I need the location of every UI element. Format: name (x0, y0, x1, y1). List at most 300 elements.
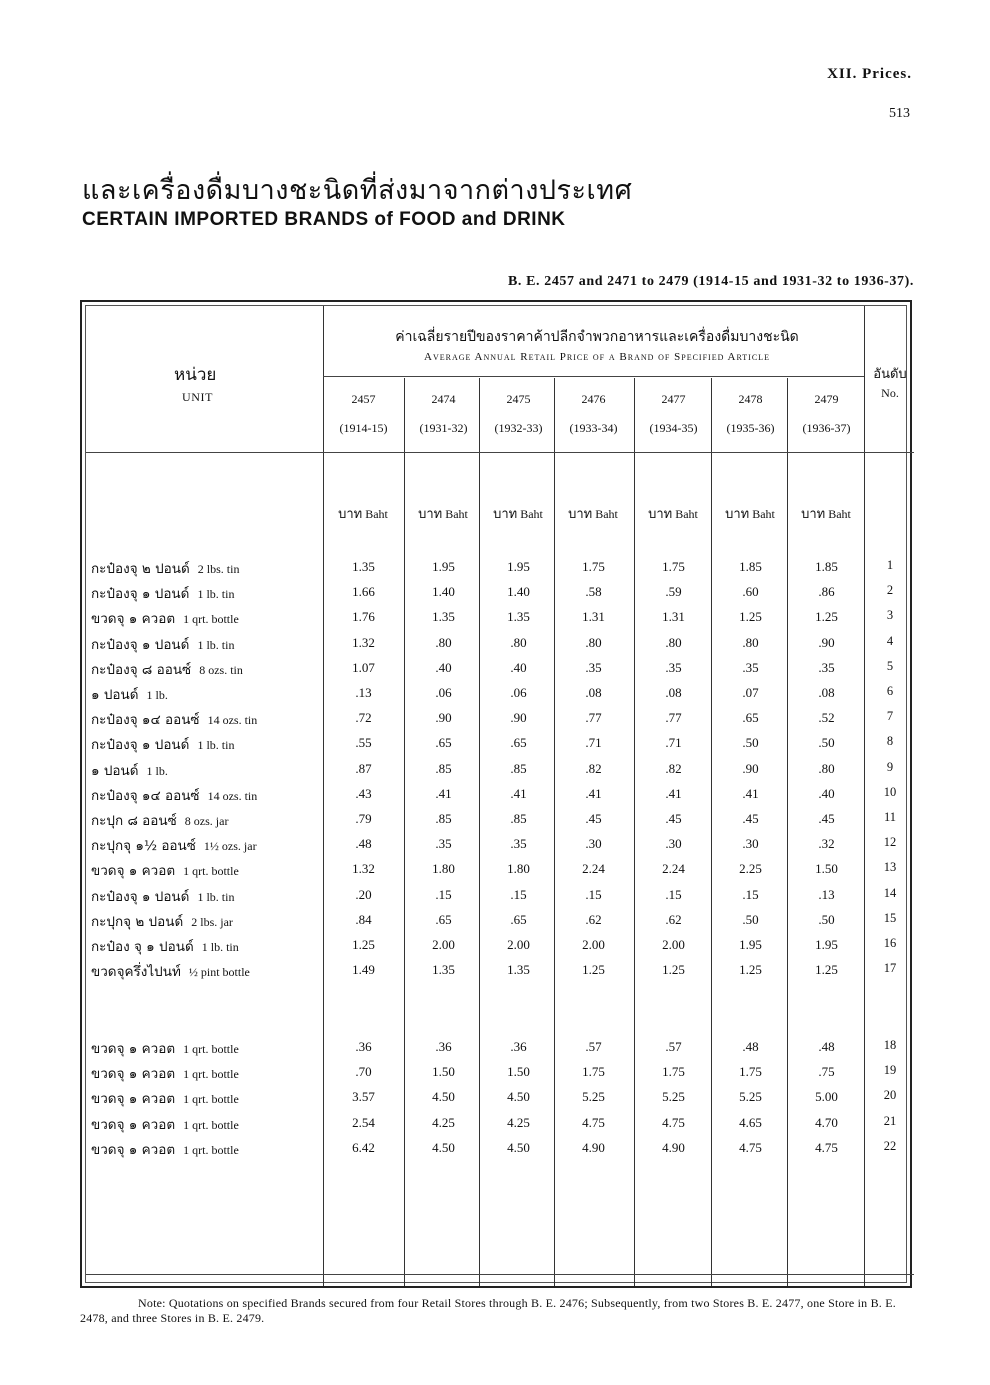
price-cell-2479: .75 (818, 1064, 835, 1080)
price-cell-2457: .48 (355, 836, 372, 852)
price-cell-2479: .40 (818, 785, 835, 801)
price-cell-2478: .30 (742, 836, 759, 852)
table-row (86, 708, 914, 733)
unit-en: 1 qrt. bottle (183, 1042, 239, 1056)
unit-cell (91, 557, 239, 579)
price-cell-2457: 2.54 (352, 1114, 375, 1130)
price-cell-2475: 1.40 (507, 584, 530, 600)
price-cell-2474: 1.40 (432, 584, 455, 600)
price-cell-2477: 5.25 (662, 1089, 685, 1105)
price-cell-2457: 1.35 (352, 559, 375, 574)
row-number: 4 (886, 633, 894, 648)
year-be-2457: 2457 (351, 392, 376, 406)
price-cell-2478: .65 (742, 710, 759, 726)
price-cell-2476: 1.31 (582, 609, 605, 625)
unit-en: 1 qrt. bottle (183, 1142, 239, 1157)
price-cell-2475: 4.25 (507, 1114, 530, 1130)
unit-en: 1 qrt. bottle (183, 1117, 239, 1132)
unit-thai: กะป๋องจุ ๑ ปอนด์ (91, 737, 190, 754)
price-cell-2476: .45 (585, 811, 602, 826)
price-cell-2478: .90 (742, 760, 759, 776)
unit-en: 1 lb. (146, 763, 168, 778)
price-cell-2475: 1.35 (507, 609, 530, 625)
price-cell-2478: 1.75 (739, 1064, 762, 1080)
table-row (86, 658, 914, 683)
price-cell-2479: .13 (818, 886, 835, 902)
unit-en: 1 lb. tin (197, 889, 235, 904)
number-header-thai: อันดับ (873, 367, 907, 382)
price-cell-2476: .30 (585, 836, 602, 852)
price-cell-2477: .41 (665, 785, 682, 801)
price-cell-2478: .15 (742, 886, 759, 902)
price-cell-2477: 1.31 (662, 609, 685, 625)
price-cell-2475: .35 (510, 836, 527, 852)
price-cell-2477: 2.24 (662, 861, 685, 877)
unit-cell (91, 935, 239, 957)
unit-en: 2 lbs. tin (197, 562, 240, 576)
price-cell-2457: 1.25 (352, 937, 375, 952)
price-cell-2474: 1.50 (432, 1064, 455, 1080)
currency-label (478, 503, 558, 524)
average-price-header: Average Annual Retail Price of a Brand of Specified Article (424, 351, 770, 363)
currency-thai: บาท (338, 507, 363, 522)
price-cell-2476: .15 (585, 886, 602, 902)
price-cell-2474: .15 (435, 886, 452, 902)
unit-thai: กะป๋องจุ ๑ ปอนด์ (91, 586, 190, 603)
unit-thai: ขวดจุ ๑ ควอต (91, 611, 176, 628)
unit-thai: ๑ ปอนด์ (91, 687, 139, 703)
price-cell-2477: 1.25 (662, 962, 685, 978)
table-row (86, 784, 914, 809)
unit-cell (91, 784, 257, 806)
price-cell-2475: 1.35 (507, 962, 530, 978)
price-cell-2479: .80 (818, 760, 835, 776)
table-row (86, 960, 914, 985)
unit-cell (91, 1087, 239, 1109)
row-number: 6 (886, 684, 894, 698)
unit-en: 14 ozs. tin (207, 788, 258, 803)
unit-thai: กะป๋องจุ ๒ ปอนด์ (91, 561, 190, 577)
price-cell-2474: .65 (435, 911, 452, 927)
price-cell-2477: .71 (665, 735, 682, 751)
price-cell-2477: 1.75 (662, 1064, 685, 1080)
table-row (86, 910, 914, 935)
unit-cell (91, 733, 234, 755)
year-ad-2476: (1933-34) (569, 421, 618, 435)
unit-thai: ขวดจุ ๑ ควอต (91, 1041, 176, 1057)
table-inner-border (85, 305, 907, 1283)
row-number: 14 (883, 885, 897, 900)
price-cell-2479: .50 (818, 911, 835, 927)
table-row (86, 683, 914, 708)
price-cell-2476: 1.75 (582, 559, 605, 574)
row-number: 17 (883, 961, 897, 976)
unit-cell (91, 834, 257, 856)
price-cell-2475: 2.00 (507, 937, 530, 952)
price-cell-2477: .80 (665, 634, 682, 650)
table-row (86, 1062, 914, 1087)
currency-en: Baht (752, 507, 775, 521)
section-heading: XII. Prices. (827, 66, 912, 82)
unit-cell (91, 910, 233, 932)
currency-label (786, 503, 866, 524)
unit-thai: กะปุกจุ ๒ ปอนด์ (91, 913, 184, 930)
price-cell-2476: .80 (585, 634, 602, 650)
unit-en: 1 lb. tin (197, 637, 235, 652)
price-cell-2479: 4.75 (815, 1139, 838, 1155)
table-subtitle: B. E. 2457 and 2471 to 2479 (1914-15 and 1931-32 to 1936-37). (507, 274, 914, 289)
unit-en: 14 ozs. tin (207, 713, 258, 728)
price-cell-2457: .43 (355, 785, 372, 801)
unit-header-thai: หน่วย (174, 365, 217, 385)
currency-label (710, 503, 790, 524)
price-cell-2478: .50 (742, 911, 759, 927)
price-cell-2475: .85 (510, 811, 527, 826)
row-number: 8 (886, 734, 894, 749)
price-cell-2474: 1.95 (432, 559, 455, 574)
currency-label (553, 503, 633, 524)
price-cell-2476: 2.24 (582, 861, 605, 877)
currency-label (403, 503, 483, 524)
unit-cell (91, 859, 239, 881)
price-cell-2478: 2.25 (739, 861, 762, 877)
price-cell-2479: 4.70 (815, 1114, 838, 1130)
currency-en: Baht (675, 507, 698, 521)
price-cell-2477: .08 (665, 685, 682, 700)
currency-thai: บาท (801, 507, 826, 522)
price-cell-2476: .82 (585, 760, 602, 776)
price-cell-2477: .62 (665, 911, 682, 927)
unit-thai: กะป๋องจุ ๑ ปอนด์ (91, 888, 190, 905)
unit-cell (91, 885, 234, 907)
table-row (86, 1087, 914, 1112)
row-number: 15 (883, 910, 897, 925)
unit-en: 1½ ozs. jar (203, 839, 257, 854)
year-be-2479: 2479 (814, 392, 839, 406)
table-row (86, 809, 914, 834)
price-cell-2474: 1.80 (432, 861, 455, 877)
unit-en: 1 qrt. bottle (183, 1092, 239, 1107)
currency-en: Baht (365, 507, 388, 521)
price-cell-2478: .80 (742, 634, 759, 650)
price-cell-2477: .57 (665, 1039, 682, 1054)
unit-cell (91, 1113, 239, 1135)
price-cell-2477: .45 (665, 811, 682, 826)
page-number: 513 (889, 106, 910, 121)
table-row (86, 885, 914, 910)
price-cell-2479: 5.00 (815, 1089, 838, 1105)
unit-thai: ขวดจุครึ่งไปนท์ (91, 964, 181, 981)
price-cell-2479: 1.95 (815, 937, 838, 952)
unit-thai: กะปุกจุ ๑½ ออนซ์ (91, 838, 196, 855)
price-cell-2457: .36 (355, 1039, 372, 1054)
unit-en: 1 qrt. bottle (183, 612, 239, 627)
footer-rule (86, 1274, 914, 1275)
price-cell-2478: 4.65 (739, 1114, 762, 1130)
price-cell-2478: .50 (742, 735, 759, 751)
price-cell-2478: 1.25 (739, 609, 762, 625)
currency-thai: บาท (493, 507, 518, 522)
price-cell-2479: .45 (818, 811, 835, 826)
average-price-header-thai: ค่าเฉลี่ยรายปีของราคาค้าปลีกจำพวกอาหารและเครื่องดื่มบางชะนิด (395, 329, 799, 345)
price-cell-2475: .36 (510, 1039, 527, 1054)
unit-en: 1 qrt. bottle (183, 864, 239, 879)
price-cell-2477: .35 (665, 659, 682, 675)
price-cell-2474: 4.50 (432, 1089, 455, 1105)
unit-en: 1 lb. (146, 688, 168, 702)
unit-en: ½ pint bottle (188, 965, 250, 980)
price-cell-2474: 4.25 (432, 1114, 455, 1130)
price-cell-2475: .15 (510, 886, 527, 902)
row-number: 1 (886, 558, 894, 572)
price-cell-2478: .60 (742, 584, 759, 600)
year-ad-2475: (1932-33) (494, 421, 543, 435)
table-row (86, 633, 914, 658)
price-cell-2457: 6.42 (352, 1139, 375, 1155)
price-cell-2476: .71 (585, 735, 602, 751)
unit-thai: กะป๋องจุ ๑๔ ออนซ์ (91, 787, 200, 804)
price-cell-2479: .32 (818, 836, 835, 852)
price-cell-2475: .40 (510, 659, 527, 675)
currency-thai: บาท (568, 507, 593, 522)
unit-en: 1 qrt. bottle (183, 1067, 239, 1082)
price-cell-2479: 1.85 (815, 559, 838, 574)
row-number: 11 (883, 810, 897, 824)
unit-cell (91, 809, 228, 831)
table-row (86, 1113, 914, 1138)
price-cell-2479: .35 (818, 659, 835, 675)
price-cell-2477: .30 (665, 836, 682, 852)
year-be-2474: 2474 (431, 392, 456, 406)
unit-thai: กะป๋องจุ ๑๔ ออนซ์ (91, 712, 200, 729)
currency-thai: บาท (648, 507, 673, 522)
price-cell-2477: 2.00 (662, 937, 685, 952)
unit-cell (91, 658, 243, 680)
year-be-2476: 2476 (581, 392, 606, 406)
currency-en: Baht (595, 507, 618, 521)
price-cell-2474: 2.00 (432, 937, 455, 952)
price-cell-2477: .82 (665, 760, 682, 776)
price-cell-2476: 5.25 (582, 1089, 605, 1105)
price-cell-2474: .35 (435, 836, 452, 852)
price-cell-2457: .72 (355, 710, 372, 726)
price-cell-2478: .07 (742, 685, 759, 700)
price-cell-2476: .41 (585, 785, 602, 801)
price-cell-2474: .36 (435, 1039, 452, 1054)
price-cell-2476: .58 (585, 584, 602, 600)
price-cell-2457: 1.76 (352, 609, 375, 625)
price-cell-2476: .35 (585, 659, 602, 675)
price-cell-2476: 1.25 (582, 962, 605, 978)
currency-label (323, 503, 403, 524)
price-cell-2478: 5.25 (739, 1089, 762, 1105)
price-cell-2457: 3.57 (352, 1089, 375, 1105)
price-cell-2457: 1.07 (352, 659, 375, 675)
table-row (86, 759, 914, 784)
unit-cell (91, 1138, 239, 1160)
price-cell-2477: 1.75 (662, 559, 685, 574)
year-ad-2477: (1934-35) (649, 421, 698, 435)
row-number: 5 (886, 658, 894, 673)
price-cell-2475: 1.95 (507, 559, 530, 574)
unit-cell (91, 1037, 239, 1059)
unit-en: 8 ozs. tin (199, 662, 243, 677)
price-cell-2474: .40 (435, 659, 452, 675)
price-cell-2477: 4.75 (662, 1114, 685, 1130)
price-cell-2478: .35 (742, 659, 759, 675)
row-number: 18 (883, 1038, 897, 1052)
table-row (86, 834, 914, 859)
price-cell-2457: 1.32 (352, 861, 375, 877)
price-cell-2477: .15 (665, 886, 682, 902)
price-cell-2479: .52 (818, 710, 835, 726)
unit-cell (91, 633, 234, 655)
price-cell-2474: .65 (435, 735, 452, 751)
price-cell-2475: .80 (510, 634, 527, 650)
unit-cell (91, 960, 250, 982)
unit-thai: ขวดจุ ๑ ควอต (91, 1141, 176, 1158)
price-cell-2457: 1.32 (352, 634, 375, 650)
price-cell-2476: .62 (585, 911, 602, 927)
price-cell-2474: .90 (435, 710, 452, 726)
row-number: 2 (886, 583, 894, 598)
currency-en: Baht (828, 507, 851, 521)
price-cell-2476: 4.90 (582, 1139, 605, 1155)
price-cell-2475: .41 (510, 785, 527, 801)
price-cell-2476: .77 (585, 710, 602, 726)
price-cell-2477: .59 (665, 584, 682, 600)
year-ad-2478: (1935-36) (726, 421, 775, 435)
currency-en: Baht (520, 507, 543, 521)
price-table (80, 300, 912, 1288)
table-row (86, 733, 914, 758)
price-cell-2479: .90 (818, 634, 835, 650)
price-cell-2476: 4.75 (582, 1114, 605, 1130)
price-cell-2476: .57 (585, 1039, 602, 1054)
number-header: No. (881, 386, 899, 400)
header-rule (86, 452, 914, 453)
unit-cell (91, 683, 168, 705)
price-cell-2479: .50 (818, 735, 835, 751)
row-number: 13 (883, 860, 897, 875)
footnote: Note: Quotations on specified Brands secured from four Retail Stores through B. E. 2476; Subsequently, from two Stores B. E. 2477, one Store in B. E. 2478, and three Stores in B. E. 2479. (80, 1296, 896, 1325)
price-cell-2475: .06 (510, 685, 527, 700)
price-cell-2457: 1.66 (352, 584, 375, 600)
price-cell-2478: .45 (742, 811, 759, 826)
unit-thai: ๑ ปอนด์ (91, 762, 139, 779)
price-cell-2479: 1.50 (815, 861, 838, 877)
currency-thai: บาท (418, 507, 443, 522)
price-cell-2475: 4.50 (507, 1139, 530, 1155)
table-row (86, 859, 914, 884)
price-cell-2478: 1.25 (739, 962, 762, 978)
row-number: 12 (883, 835, 897, 850)
unit-en: 1 lb. tin (201, 940, 239, 954)
unit-thai: ขวดจุ ๑ ควอต (91, 863, 176, 880)
price-cell-2479: .08 (818, 685, 835, 700)
unit-thai: กะป๋องจุ ๘ ออนซ์ (91, 661, 192, 678)
row-number: 16 (883, 936, 897, 950)
price-cell-2475: 4.50 (507, 1089, 530, 1105)
table-row (86, 1138, 914, 1163)
unit-cell (91, 759, 168, 781)
price-cell-2475: 1.80 (507, 861, 530, 877)
price-cell-2477: 4.90 (662, 1139, 685, 1155)
price-cell-2457: .20 (355, 886, 372, 902)
row-number: 7 (886, 709, 894, 724)
row-number: 3 (886, 608, 894, 623)
year-be-2477: 2477 (661, 392, 686, 406)
unit-thai: ขวดจุ ๑ ควอต (91, 1066, 176, 1083)
unit-thai: ขวดจุ ๑ ควอต (91, 1116, 176, 1133)
unit-header: UNIT (182, 390, 214, 404)
price-cell-2477: .77 (665, 710, 682, 726)
price-cell-2479: .86 (818, 584, 835, 600)
price-cell-2478: 1.95 (739, 937, 762, 952)
year-ad-2474: (1931-32) (419, 421, 468, 435)
unit-en: 8 ozs. jar (184, 814, 229, 828)
price-cell-2479: .48 (818, 1039, 835, 1054)
row-number: 21 (883, 1113, 897, 1128)
price-cell-2474: .85 (435, 811, 452, 826)
unit-en: 1 lb. tin (197, 587, 235, 602)
price-cell-2478: .41 (742, 785, 759, 801)
price-cell-2474: 4.50 (432, 1139, 455, 1155)
price-cell-2479: 1.25 (815, 609, 838, 625)
row-number: 22 (883, 1138, 897, 1153)
currency-thai: บาท (725, 507, 750, 522)
unit-thai: กะปุก ๘ ออนซ์ (91, 813, 177, 829)
unit-thai: กะป๋อง จุ ๑ ปอนด์ (91, 939, 194, 955)
price-cell-2478: .48 (742, 1039, 759, 1054)
price-cell-2476: 2.00 (582, 937, 605, 952)
unit-cell (91, 607, 239, 629)
price-cell-2474: .80 (435, 634, 452, 650)
price-cell-2457: .79 (355, 811, 372, 826)
currency-label (633, 503, 713, 524)
price-cell-2457: .13 (355, 685, 372, 700)
price-cell-2475: .65 (510, 911, 527, 927)
price-cell-2474: 1.35 (432, 962, 455, 978)
table-row (86, 582, 914, 607)
price-cell-2475: 1.50 (507, 1064, 530, 1080)
price-cell-2475: .90 (510, 710, 527, 726)
price-cell-2474: .41 (435, 785, 452, 801)
table-row (86, 607, 914, 632)
price-cell-2475: .85 (510, 760, 527, 776)
year-be-2475: 2475 (506, 392, 531, 406)
unit-thai: ขวดจุ ๑ ควอต (91, 1091, 176, 1108)
row-number: 10 (883, 784, 897, 799)
currency-en: Baht (445, 507, 468, 521)
unit-cell (91, 582, 234, 604)
price-cell-2457: .70 (355, 1064, 372, 1080)
header-rule (323, 376, 864, 377)
price-cell-2457: 1.49 (352, 962, 375, 978)
row-number: 19 (883, 1063, 897, 1078)
year-ad-2457: (1914-15) (339, 421, 388, 435)
unit-en: 2 lbs. jar (191, 914, 233, 929)
year-be-2478: 2478 (738, 392, 763, 406)
unit-cell (91, 1062, 239, 1084)
row-number: 20 (883, 1088, 897, 1103)
price-cell-2475: .65 (510, 735, 527, 751)
table-row (86, 557, 914, 582)
price-cell-2457: .87 (355, 760, 372, 776)
table-row (86, 935, 914, 960)
price-cell-2478: 4.75 (739, 1139, 762, 1155)
table-row (86, 1037, 914, 1062)
